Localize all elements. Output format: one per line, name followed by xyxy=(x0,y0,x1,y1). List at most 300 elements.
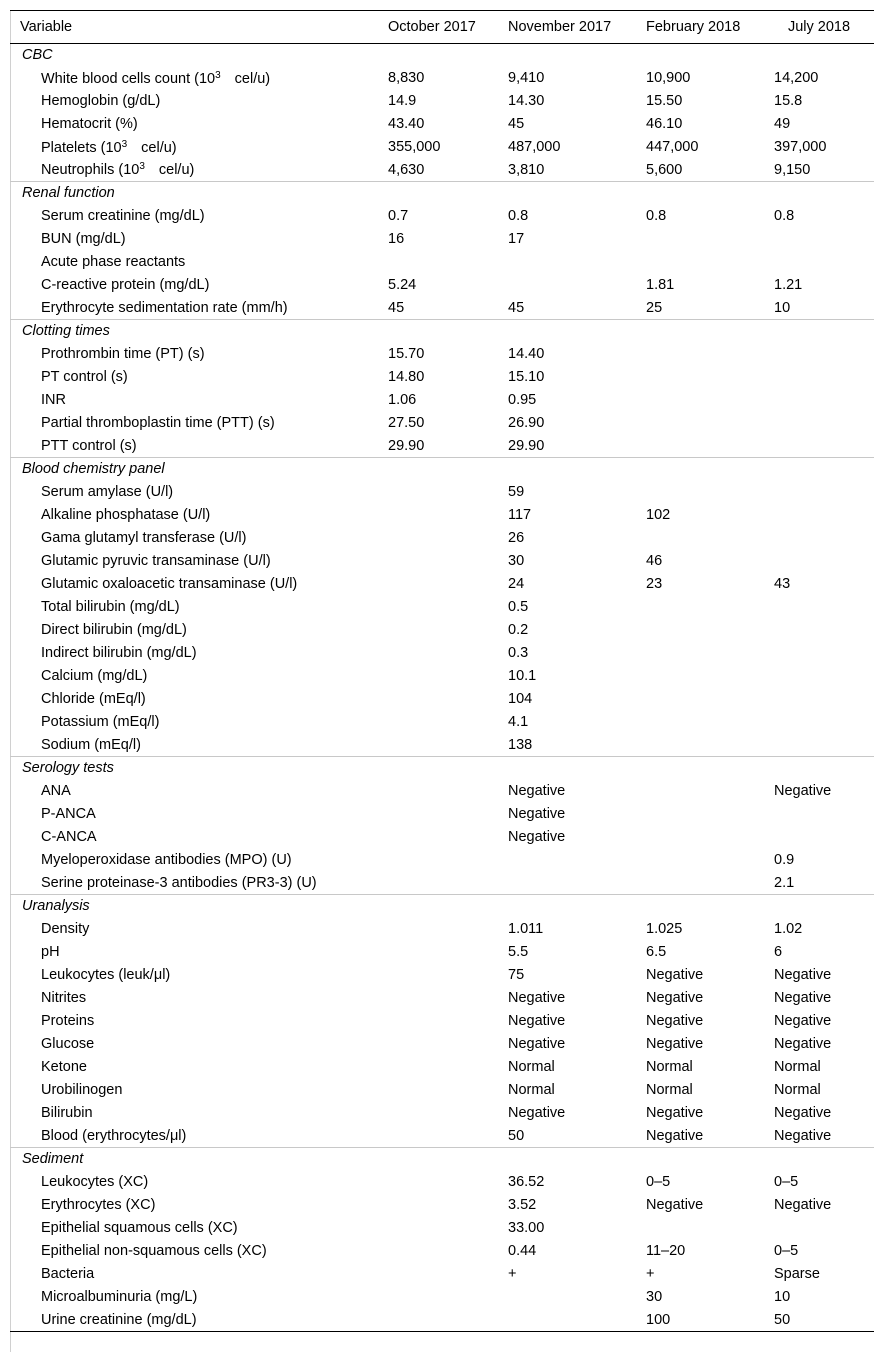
cell-value xyxy=(378,918,498,941)
table-row xyxy=(10,688,874,711)
row-label xyxy=(10,1309,378,1332)
row-label-text: Total bilirubin (mg/dL) xyxy=(41,599,180,615)
cell-value: Negative xyxy=(774,967,832,983)
row-label-text: Epithelial squamous cells (XC) xyxy=(41,1220,238,1236)
table-row xyxy=(10,90,874,113)
row-label xyxy=(10,619,378,642)
cell-value xyxy=(636,849,764,872)
table-row xyxy=(10,941,874,964)
row-label-text: ANA xyxy=(41,783,71,799)
cell-value: Negative xyxy=(508,829,566,845)
cell-value: 45 xyxy=(508,299,525,316)
row-label xyxy=(10,1079,378,1102)
cell-value xyxy=(764,803,874,826)
cell-value: Negative xyxy=(646,1105,704,1121)
cell-value xyxy=(378,1125,498,1148)
cell-value xyxy=(636,619,764,642)
table-row xyxy=(10,1102,874,1125)
row-label-superscript: 3 xyxy=(139,161,145,173)
cell-value: Negative xyxy=(774,1013,832,1029)
row-label xyxy=(10,1125,378,1148)
row-label xyxy=(10,1033,378,1056)
row-label xyxy=(10,412,378,435)
cell-value xyxy=(378,527,498,550)
row-label xyxy=(10,527,378,550)
cell-value: Negative xyxy=(646,1197,704,1213)
cell-value xyxy=(378,711,498,734)
cell-value: 4.1 xyxy=(508,714,529,730)
cell-value: Negative xyxy=(508,1013,566,1029)
row-label xyxy=(10,228,378,251)
row-label xyxy=(10,1056,378,1079)
cell-value xyxy=(378,573,498,596)
row-label-text: C-ANCA xyxy=(41,829,97,845)
row-label xyxy=(10,734,378,757)
table-row xyxy=(10,1217,874,1240)
section-title: Renal function xyxy=(10,182,874,205)
cell-value: 1.81 xyxy=(646,277,675,293)
cell-value xyxy=(378,1171,498,1194)
cell-value: 17 xyxy=(508,231,525,247)
table-row xyxy=(10,435,874,458)
table-row xyxy=(10,1240,874,1263)
cell-value xyxy=(764,665,874,688)
cell-value: 15.70 xyxy=(388,346,425,362)
table-row xyxy=(10,274,874,297)
row-label-text: Sodium (mEq/l) xyxy=(41,736,141,753)
cell-value: 6.5 xyxy=(646,944,667,960)
table-row xyxy=(10,366,874,389)
cell-value xyxy=(378,803,498,826)
table-row xyxy=(10,1010,874,1033)
cell-value: 23 xyxy=(646,576,663,592)
cell-value: 9,410 xyxy=(508,70,545,86)
section-header-row xyxy=(10,1148,874,1171)
cell-value xyxy=(764,734,874,757)
row-label-text: Glucose xyxy=(41,1036,95,1052)
table-row xyxy=(10,527,874,550)
cell-value xyxy=(636,596,764,619)
cell-value: 100 xyxy=(636,1309,764,1332)
table-row xyxy=(10,665,874,688)
table-row xyxy=(10,297,874,320)
cell-value: 10,900 xyxy=(646,70,691,86)
header-july-2018: July 2018 xyxy=(787,19,851,35)
table-row xyxy=(10,573,874,596)
table-row xyxy=(10,872,874,895)
cell-value: 8,830 xyxy=(388,70,425,86)
cell-value xyxy=(636,527,764,550)
row-label xyxy=(10,1194,378,1217)
cell-value xyxy=(764,527,874,550)
row-label-text: Urine creatinine (mg/dL) xyxy=(41,1311,197,1328)
row-label-text: Gama glutamyl transferase (U/l) xyxy=(41,530,247,546)
cell-value xyxy=(378,849,498,872)
cell-value: 0–5 xyxy=(774,1174,799,1190)
section-header-row xyxy=(10,895,874,918)
row-label-suffix: cel/u) xyxy=(141,139,177,156)
row-label xyxy=(10,780,378,803)
cell-value: 0.7 xyxy=(388,208,409,224)
table-row xyxy=(10,343,874,366)
cell-value: 75 xyxy=(508,967,525,983)
cell-value: 45 xyxy=(508,116,525,132)
cell-value: 0.5 xyxy=(508,599,529,615)
cell-value: 0–5 xyxy=(646,1174,671,1190)
cell-value: 487,000 xyxy=(508,139,561,155)
cell-value: Negative xyxy=(508,1036,566,1052)
table-header-row xyxy=(10,11,874,44)
table-row xyxy=(10,1263,874,1286)
cell-value xyxy=(764,1217,874,1240)
table-row xyxy=(10,389,874,412)
cell-value: 14.80 xyxy=(388,369,425,385)
cell-value xyxy=(764,228,874,251)
row-label-text: P-ANCA xyxy=(41,806,96,822)
cell-value xyxy=(378,1217,498,1240)
row-label-text: Glutamic oxaloacetic transaminase (U/l) xyxy=(41,576,298,592)
row-label-text: Acute phase reactants xyxy=(41,254,186,270)
row-label xyxy=(10,67,378,90)
row-label-text: Epithelial non-squamous cells (XC) xyxy=(41,1243,267,1259)
cell-value xyxy=(378,1286,498,1309)
table-row xyxy=(10,642,874,665)
cell-value: 5.5 xyxy=(508,944,529,960)
cell-value xyxy=(764,550,874,573)
cell-value: 33.00 xyxy=(508,1220,545,1236)
table-row xyxy=(10,987,874,1010)
cell-value: 3.52 xyxy=(508,1197,537,1213)
row-label-text: Bilirubin xyxy=(41,1105,93,1121)
row-label-text: Direct bilirubin (mg/dL) xyxy=(41,622,187,638)
cell-value: Normal xyxy=(774,1059,821,1075)
table-row xyxy=(10,481,874,504)
cell-value xyxy=(636,251,764,274)
cell-value xyxy=(636,412,764,435)
cell-value: Negative xyxy=(508,783,566,799)
row-label-text: Myeloperoxidase antibodies (MPO) (U) xyxy=(41,852,292,868)
row-label-text: Erythrocyte sedimentation rate (mm/h) xyxy=(41,299,288,316)
row-label xyxy=(10,803,378,826)
cell-value: Negative xyxy=(646,1036,704,1052)
cell-value: 2.1 xyxy=(774,874,795,891)
cell-value: 26.90 xyxy=(508,415,545,431)
cell-value: 16 xyxy=(388,231,405,247)
cell-value xyxy=(764,389,874,412)
row-label xyxy=(10,550,378,573)
cell-value: 45 xyxy=(388,299,405,316)
row-label xyxy=(10,711,378,734)
cell-value xyxy=(764,435,874,458)
cell-value: 397,000 xyxy=(774,139,827,155)
cell-value: 0.95 xyxy=(508,392,537,408)
cell-value xyxy=(378,642,498,665)
cell-value: 102 xyxy=(646,507,671,523)
cell-value: 14.40 xyxy=(508,346,545,362)
cell-value: 1.025 xyxy=(646,921,683,937)
row-label xyxy=(10,987,378,1010)
cell-value xyxy=(764,366,874,389)
cell-value: 0.8 xyxy=(646,208,667,224)
cell-value: Negative xyxy=(774,990,832,1006)
cell-value xyxy=(764,504,874,527)
row-label xyxy=(10,113,378,136)
cell-value: 9,150 xyxy=(774,161,811,178)
cell-value xyxy=(636,228,764,251)
cell-value: 0.44 xyxy=(508,1243,537,1259)
row-label-text: Serum creatinine (mg/dL) xyxy=(41,208,205,224)
table-row xyxy=(10,504,874,527)
cell-value: 26 xyxy=(508,530,525,546)
row-label xyxy=(10,435,378,458)
cell-value: 50 xyxy=(508,1127,525,1144)
table-row xyxy=(10,596,874,619)
cell-value xyxy=(636,481,764,504)
row-label-text: Proteins xyxy=(41,1013,95,1029)
row-label-text: Urobilinogen xyxy=(41,1082,123,1098)
cell-value xyxy=(764,642,874,665)
row-label-text: Serum amylase (U/l) xyxy=(41,484,174,500)
table-row xyxy=(10,1286,874,1309)
row-label xyxy=(10,251,378,274)
cell-value xyxy=(498,274,636,297)
cell-value xyxy=(378,1010,498,1033)
section-header-row xyxy=(10,182,874,205)
section-header-row xyxy=(10,320,874,343)
section-title: Serology tests xyxy=(10,757,874,780)
table-row xyxy=(10,1125,874,1148)
row-label xyxy=(10,642,378,665)
cell-value: Negative xyxy=(508,990,566,1006)
row-label xyxy=(10,389,378,412)
row-label-text: Ketone xyxy=(41,1059,87,1075)
cell-value xyxy=(764,688,874,711)
cell-value: Negative xyxy=(646,990,704,1006)
row-label xyxy=(10,964,378,987)
row-label-text: Serine proteinase-3 antibodies (PR3-3) (U) xyxy=(41,874,317,891)
row-label-text: Glutamic pyruvic transaminase (U/l) xyxy=(41,553,271,569)
cell-value xyxy=(378,1033,498,1056)
row-label xyxy=(10,941,378,964)
cell-value: + xyxy=(646,1266,655,1282)
table-row xyxy=(10,1171,874,1194)
row-label-superscript: 3 xyxy=(215,69,221,81)
lab-results-table xyxy=(10,10,874,1332)
cell-value xyxy=(636,343,764,366)
cell-value xyxy=(378,481,498,504)
cell-value: 104 xyxy=(508,691,533,707)
cell-value xyxy=(378,688,498,711)
table-row xyxy=(10,1056,874,1079)
cell-value xyxy=(378,550,498,573)
table-row xyxy=(10,1079,874,1102)
cell-value: 355,000 xyxy=(388,139,441,155)
cell-value: Negative xyxy=(646,967,704,983)
row-label xyxy=(10,205,378,228)
row-label-text: BUN (mg/dL) xyxy=(41,231,126,247)
cell-value xyxy=(636,826,764,849)
table-row xyxy=(10,113,874,136)
cell-value: 0.3 xyxy=(508,645,529,661)
cell-value: 11–20 xyxy=(646,1243,686,1259)
cell-value: Negative xyxy=(646,1127,704,1144)
cell-value xyxy=(498,251,636,274)
cell-value: Negative xyxy=(774,1197,832,1213)
cell-value xyxy=(378,1194,498,1217)
cell-value xyxy=(378,1056,498,1079)
cell-value: 1.011 xyxy=(508,921,544,937)
cell-value xyxy=(636,688,764,711)
row-label xyxy=(10,826,378,849)
row-label-text: PT control (s) xyxy=(41,369,128,385)
cell-value: 5,600 xyxy=(646,161,683,178)
row-label xyxy=(10,1263,378,1286)
cell-value xyxy=(378,251,498,274)
cell-value: Negative xyxy=(774,1036,832,1052)
table-row xyxy=(10,159,874,182)
table-row xyxy=(10,918,874,941)
cell-value: 4,630 xyxy=(388,161,425,178)
row-label-suffix: cel/u) xyxy=(158,162,195,179)
cell-value xyxy=(636,780,764,803)
row-label xyxy=(10,343,378,366)
cell-value: 14.30 xyxy=(508,93,545,109)
row-label xyxy=(10,297,378,320)
cell-value: Sparse xyxy=(774,1266,820,1282)
row-label-text: Erythrocytes (XC) xyxy=(41,1197,156,1213)
cell-value: 0.9 xyxy=(774,852,795,868)
cell-value xyxy=(636,642,764,665)
cell-value: 138 xyxy=(508,736,533,753)
cell-value xyxy=(636,734,764,757)
cell-value: Normal xyxy=(508,1059,555,1075)
row-label-suffix: cel/u) xyxy=(234,70,271,87)
row-label xyxy=(10,90,378,113)
row-label-text: Leukocytes (leuk/μl) xyxy=(41,967,171,983)
section-title: Sediment xyxy=(10,1148,874,1171)
row-label xyxy=(10,159,378,182)
cell-value: 447,000 xyxy=(646,139,699,155)
cell-value: 43.40 xyxy=(388,116,425,132)
section-title: Blood chemistry panel xyxy=(10,458,874,481)
cell-value xyxy=(378,1079,498,1102)
cell-value: 10 xyxy=(774,299,791,316)
section-title: CBC xyxy=(22,47,53,64)
cell-value: 27.50 xyxy=(388,415,425,431)
table-row xyxy=(10,251,874,274)
cell-value: 15.50 xyxy=(646,93,683,109)
cell-value: 5.24 xyxy=(388,277,417,293)
row-label-text: White blood cells count (10 xyxy=(41,70,216,87)
row-label xyxy=(10,596,378,619)
header-variable: Variable xyxy=(20,19,73,35)
row-label-text: Partial thromboplastin time (PTT) (s) xyxy=(41,415,275,431)
cell-value: 0.8 xyxy=(774,208,795,224)
cell-value: 29.90 xyxy=(388,437,425,454)
cell-value: 0–5 xyxy=(774,1243,799,1259)
section-header-row xyxy=(10,44,874,67)
table-row xyxy=(10,734,874,757)
cell-value xyxy=(378,1263,498,1286)
row-label xyxy=(10,688,378,711)
cell-value xyxy=(378,734,498,757)
cell-value: 1.06 xyxy=(388,392,417,408)
cell-value xyxy=(378,826,498,849)
table-row xyxy=(10,1309,874,1332)
cell-value xyxy=(764,619,874,642)
cell-value xyxy=(378,1102,498,1125)
section-title: Clotting times xyxy=(10,320,874,343)
cell-value: Normal xyxy=(646,1082,693,1098)
row-label xyxy=(10,274,378,297)
row-label-text: Prothrombin time (PT) (s) xyxy=(41,346,205,362)
row-label xyxy=(10,1217,378,1240)
row-label-text: PTT control (s) xyxy=(41,437,137,454)
cell-value xyxy=(636,711,764,734)
cell-value: 15.10 xyxy=(508,369,545,385)
cell-value: 0.8 xyxy=(508,208,529,224)
row-label xyxy=(10,1102,378,1125)
table-row xyxy=(10,228,874,251)
cell-value: 14.9 xyxy=(388,93,417,109)
cell-value: 50 xyxy=(764,1309,874,1332)
cell-value: 10 xyxy=(774,1289,791,1305)
row-label-text: Hematocrit (%) xyxy=(41,116,138,132)
cell-value xyxy=(378,964,498,987)
table-row xyxy=(10,1194,874,1217)
table-row xyxy=(10,619,874,642)
cell-value: 46 xyxy=(646,553,663,569)
cell-value xyxy=(636,1217,764,1240)
cell-value: 30 xyxy=(646,1289,663,1305)
cell-value xyxy=(378,987,498,1010)
cell-value xyxy=(378,619,498,642)
table-row xyxy=(10,803,874,826)
row-label-text: Microalbuminuria (mg/L) xyxy=(41,1289,198,1305)
table-row xyxy=(10,550,874,573)
cell-value xyxy=(764,251,874,274)
cell-value xyxy=(498,1309,636,1332)
row-label xyxy=(10,1171,378,1194)
row-label xyxy=(10,872,378,895)
row-label-text: Leukocytes (XC) xyxy=(41,1174,149,1190)
row-label xyxy=(10,136,378,159)
row-label-text: Alkaline phosphatase (U/l) xyxy=(41,507,211,523)
cell-value: Negative xyxy=(774,783,832,799)
row-label-text: Bacteria xyxy=(41,1266,95,1282)
section-title: Uranalysis xyxy=(10,895,874,918)
cell-value xyxy=(636,665,764,688)
cell-value: Normal xyxy=(508,1082,555,1098)
cell-value: 14,200 xyxy=(774,70,819,86)
cell-value: 1.02 xyxy=(774,921,803,937)
cell-value xyxy=(636,803,764,826)
cell-value: 1.21 xyxy=(774,277,803,293)
row-label-text: Density xyxy=(41,921,90,937)
cell-value: Negative xyxy=(774,1127,832,1144)
row-label xyxy=(10,366,378,389)
cell-value xyxy=(498,1286,636,1309)
cell-value xyxy=(764,596,874,619)
cell-value xyxy=(636,872,764,895)
cell-value xyxy=(764,826,874,849)
cell-value: 46.10 xyxy=(646,116,683,132)
table-row xyxy=(10,1033,874,1056)
cell-value: 30 xyxy=(508,553,525,569)
cell-value xyxy=(764,343,874,366)
cell-value: 6 xyxy=(774,944,783,960)
row-label xyxy=(10,918,378,941)
